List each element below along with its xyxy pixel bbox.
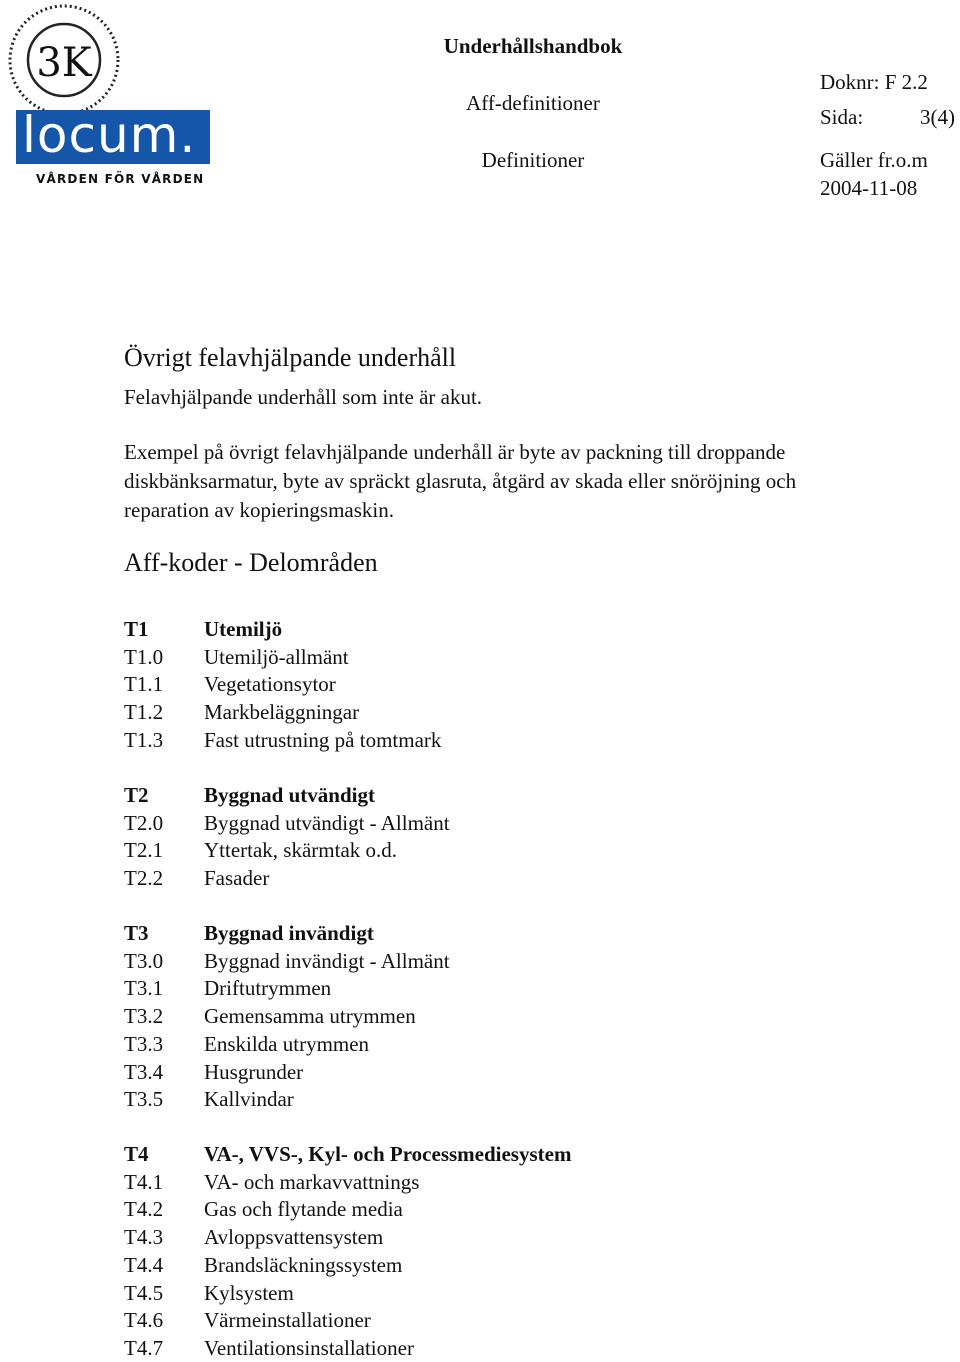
code-label: VA- och markavvattnings xyxy=(204,1169,420,1194)
section-paragraph: Exempel på övrigt felavhjälpande underhåll är byte av packning till droppande diskbänksarmatur, byte av spräckt glasruta, åtgärd av skada eller snöröjning och reparation av kopieringsmaskin. xyxy=(124,440,797,522)
code-value: T1.1 xyxy=(124,672,164,697)
code-label: Utemiljö-allmänt xyxy=(204,644,349,669)
code-value: T1 xyxy=(124,617,149,641)
header-section: Aff-definitioner xyxy=(466,91,600,115)
locum-tagline: VÅRDEN FÖR VÅRDEN xyxy=(36,172,205,186)
code-value: T1.0 xyxy=(124,644,164,669)
code-value: T4.6 xyxy=(124,1308,164,1333)
code-label: Gas och flytande media xyxy=(204,1197,403,1222)
code-label: Kallvindar xyxy=(204,1087,294,1112)
code-value: T4 xyxy=(124,1142,149,1166)
code-value: T1.2 xyxy=(124,700,164,725)
valid-from-label: Gäller fr.o.m xyxy=(820,148,928,172)
code-label: Gemensamma utrymmen xyxy=(204,1004,416,1029)
code-label: Brandsläckningssystem xyxy=(204,1252,403,1277)
code-value: T4.3 xyxy=(124,1225,164,1250)
section-title: Övrigt felavhjälpande underhåll xyxy=(124,343,457,372)
code-label: Avloppsvattensystem xyxy=(204,1225,384,1250)
code-value: T4.7 xyxy=(124,1335,164,1360)
page-value: 3(4) xyxy=(920,105,955,129)
code-label: Vegetationsytor xyxy=(204,672,336,697)
doc-number xyxy=(820,70,928,95)
locum-logo-word: locum. xyxy=(22,106,197,164)
code-value: T3.0 xyxy=(124,948,164,973)
codes-title: Aff-koder - Delområden xyxy=(124,548,378,577)
code-label: VA-, VVS-, Kyl- och Processmediesystem xyxy=(204,1142,572,1166)
doc-number-label: Doknr: xyxy=(820,70,880,94)
code-value: T4.2 xyxy=(124,1197,164,1222)
code-label: Enskilda utrymmen xyxy=(204,1031,370,1056)
code-value: T3.5 xyxy=(124,1087,164,1112)
code-label: Husgrunder xyxy=(204,1059,304,1084)
code-label: Yttertak, skärmtak o.d. xyxy=(204,838,398,863)
code-label: Byggnad invändigt - Allmänt xyxy=(204,948,450,973)
code-label: Byggnad invändigt xyxy=(204,921,374,945)
doc-number-value: F 2.2 xyxy=(884,70,928,94)
code-value: T3.1 xyxy=(124,976,164,1001)
handbook-title: Underhållshandbok xyxy=(443,34,623,58)
page-label: Sida: xyxy=(820,105,864,129)
code-value: T2.2 xyxy=(124,866,164,891)
code-value: T2.1 xyxy=(124,838,164,863)
code-label: Ventilationsinstallationer xyxy=(204,1335,414,1360)
code-label: Driftutrymmen xyxy=(204,976,332,1001)
code-label: Byggnad utvändigt - Allmänt xyxy=(204,810,450,835)
code-value: T3.2 xyxy=(124,1004,164,1029)
code-value: T2.0 xyxy=(124,810,164,835)
page-number xyxy=(820,105,960,130)
code-value: T3 xyxy=(124,921,149,945)
code-value: T3.4 xyxy=(124,1059,164,1084)
header-subsection: Definitioner xyxy=(481,148,585,172)
code-value: T1.3 xyxy=(124,727,164,752)
code-label: Fasader xyxy=(204,866,270,891)
code-label: Utemiljö xyxy=(204,617,283,641)
valid-from-date: 2004-11-08 xyxy=(820,176,918,200)
code-label: Markbeläggningar xyxy=(204,700,360,725)
code-label: Värmeinstallationer xyxy=(204,1308,371,1333)
code-label: Byggnad utvändigt xyxy=(204,783,375,807)
code-label: Kylsystem xyxy=(204,1280,294,1305)
seal-text: 3K xyxy=(36,40,92,86)
code-value: T4.4 xyxy=(124,1252,164,1277)
code-value: T4.1 xyxy=(124,1169,164,1194)
code-value: T2 xyxy=(124,783,149,807)
section-subtitle: Felavhjälpande underhåll som inte är akut. xyxy=(124,385,483,409)
code-label: Fast utrustning på tomtmark xyxy=(204,727,442,752)
code-value: T4.5 xyxy=(124,1280,164,1305)
code-value: T3.3 xyxy=(124,1031,164,1056)
